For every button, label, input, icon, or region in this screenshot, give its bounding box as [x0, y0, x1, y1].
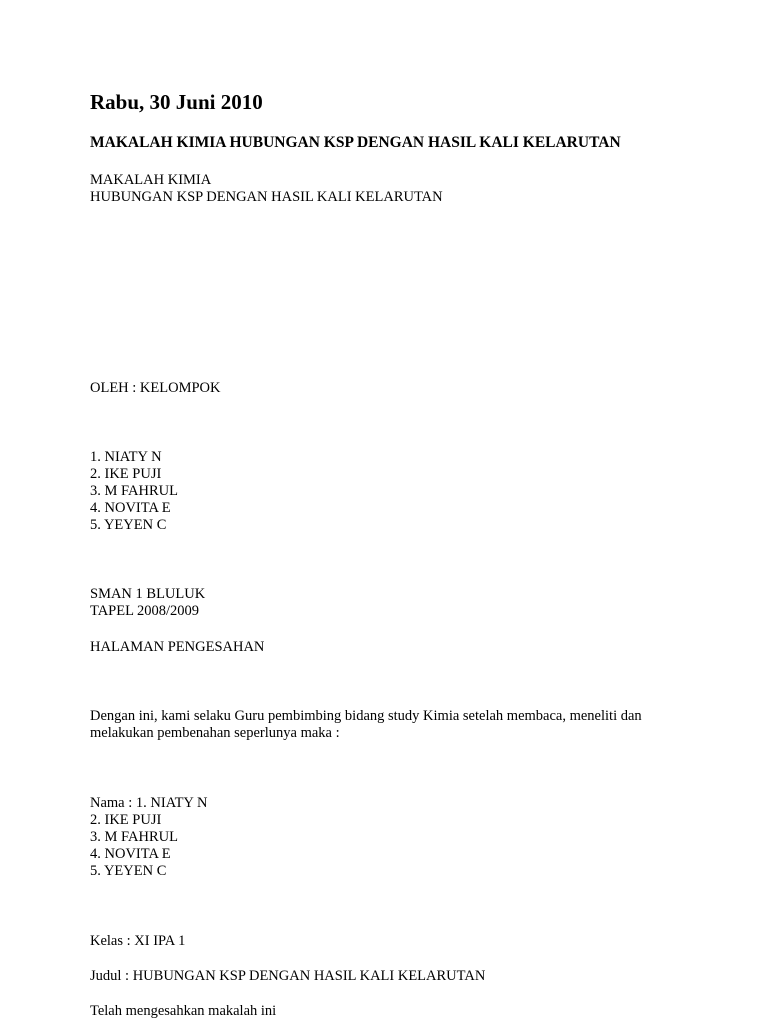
kelas-text: Kelas : XI IPA 1	[90, 933, 186, 949]
school-block	[90, 586, 205, 620]
approval-heading	[90, 639, 264, 656]
list-item: Nama : 1. NIATY N	[90, 795, 208, 811]
group-label	[90, 380, 221, 397]
judul-text: Judul : HUBUNGAN KSP DENGAN HASIL KALI KELARUTAN	[90, 968, 486, 984]
closing-text: Telah mengesahkan makalah ini	[90, 1003, 277, 1019]
group-label-text: OLEH : KELOMPOK	[90, 380, 221, 396]
post-title: MAKALAH KIMIA HUBUNGAN KSP DENGAN HASIL KALI KELARUTAN	[90, 134, 621, 151]
post-date: Rabu, 30 Juni 2010	[90, 90, 263, 114]
approval-intro	[90, 708, 690, 742]
list-item: 2. IKE PUJI	[90, 466, 162, 482]
cover-line-2: HUBUNGAN KSP DENGAN HASIL KALI KELARUTAN	[90, 189, 443, 205]
approval-intro-text: Dengan ini, kami selaku Guru pembimbing bidang study Kimia setelah membaca, meneliti dan melakukan pembenahan seperlunya maka :	[90, 708, 642, 741]
list-item: 2. IKE PUJI	[90, 812, 162, 828]
list-item: 5. YEYEN C	[90, 863, 167, 879]
list-item: 4. NOVITA E	[90, 846, 171, 862]
approval-heading-text: HALAMAN PENGESAHAN	[90, 639, 265, 655]
list-item: 3. M FAHRUL	[90, 483, 178, 499]
cover-title-block	[90, 172, 443, 206]
school-year: TAPEL 2008/2009	[90, 603, 200, 619]
list-item: 4. NOVITA E	[90, 500, 171, 516]
member-list	[90, 449, 178, 534]
list-item: 3. M FAHRUL	[90, 829, 178, 845]
cover-line-1: MAKALAH KIMIA	[90, 172, 212, 188]
approval-name-list	[90, 795, 207, 880]
kelas-line	[90, 933, 185, 950]
judul-line	[90, 968, 485, 985]
list-item: 1. NIATY N	[90, 449, 162, 465]
school-name: SMAN 1 BLULUK	[90, 586, 206, 602]
closing-line	[90, 1003, 276, 1020]
list-item: 5. YEYEN C	[90, 517, 167, 533]
